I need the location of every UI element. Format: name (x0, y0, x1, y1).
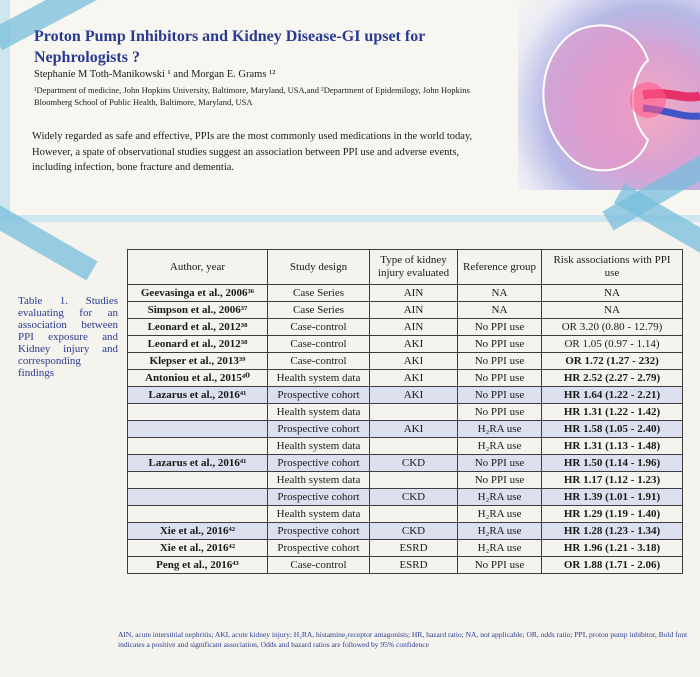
author-cell: Peng et al., 2016⁴³ (128, 557, 268, 574)
injury-cell (370, 472, 458, 489)
results-table (127, 249, 683, 574)
risk-cell: HR 1.64 (1.22 - 2.21) (542, 387, 683, 404)
table-row (128, 421, 683, 438)
header-cell: Risk associations with PPI use (542, 250, 683, 285)
header-cell: Author, year (128, 250, 268, 285)
table-row (128, 557, 683, 574)
risk-cell: OR 1.72 (1.27 - 232) (542, 353, 683, 370)
reference-cell: H₂RA use (458, 523, 542, 540)
design-cell: Prospective cohort (268, 455, 370, 472)
risk-cell: HR 1.39 (1.01 - 1.91) (542, 489, 683, 506)
risk-cell: OR 1.05 (0.97 - 1.14) (542, 336, 683, 353)
design-cell: Case-control (268, 319, 370, 336)
table-row (128, 370, 683, 387)
header-cell: Type of kidney injury evaluated (370, 250, 458, 285)
risk-cell: HR 1.31 (1.13 - 1.48) (542, 438, 683, 455)
reference-cell: No PPI use (458, 404, 542, 421)
injury-cell: CKD (370, 455, 458, 472)
design-cell: Case Series (268, 285, 370, 302)
injury-cell: ESRD (370, 540, 458, 557)
risk-cell: HR 1.17 (1.12 - 1.23) (542, 472, 683, 489)
design-cell: Prospective cohort (268, 523, 370, 540)
author-cell (128, 438, 268, 455)
reference-cell: NA (458, 285, 542, 302)
design-cell: Health system data (268, 404, 370, 421)
risk-cell: HR 2.52 (2.27 - 2.79) (542, 370, 683, 387)
design-cell: Prospective cohort (268, 421, 370, 438)
reference-cell: H₂RA use (458, 438, 542, 455)
injury-cell (370, 506, 458, 523)
design-cell: Prospective cohort (268, 489, 370, 506)
author-cell (128, 489, 268, 506)
design-cell: Prospective cohort (268, 387, 370, 404)
author-cell: Lazarus et al., 2016⁴¹ (128, 455, 268, 472)
risk-cell: HR 1.58 (1.05 - 2.40) (542, 421, 683, 438)
reference-cell: No PPI use (458, 319, 542, 336)
author-cell (128, 472, 268, 489)
reference-cell: No PPI use (458, 472, 542, 489)
reference-cell: H₂RA use (458, 489, 542, 506)
design-cell: Prospective cohort (268, 540, 370, 557)
table-row (128, 489, 683, 506)
reference-cell: No PPI use (458, 387, 542, 404)
table-row (128, 319, 683, 336)
design-cell: Case Series (268, 302, 370, 319)
author-cell: Geevasinga et al., 2006³⁶ (128, 285, 268, 302)
risk-cell: NA (542, 285, 683, 302)
author-cell: Simpson et al., 2006³⁷ (128, 302, 268, 319)
header-cell: Reference group (458, 250, 542, 285)
design-cell: Health system data (268, 472, 370, 489)
table-footnote: AIN, acute interstitial nephritis; AKI, acute kidney injury; H₂RA, histamine₂receptor antagonists; HR, hazard ratio; NA, not applicable; OR, odds ratio; PPI, proton pump inhibitor, Bold font indicates a positive and significant association, Odds and hazard ratios are followed by 95% confidence (118, 630, 688, 649)
design-cell: Health system data (268, 370, 370, 387)
risk-cell: OR 1.88 (1.71 - 2.06) (542, 557, 683, 574)
table-body (128, 285, 683, 574)
injury-cell: AIN (370, 302, 458, 319)
injury-cell: AKI (370, 387, 458, 404)
reference-cell: H₂RA use (458, 540, 542, 557)
injury-cell: AKI (370, 370, 458, 387)
article-abstract: Widely regarded as safe and effective, PPIs are the most commonly used medications in the world today, However, a spate of observational studies suggest an association between PPI use and adverse events, including infection, bone fracture and dementia. (32, 131, 473, 173)
table-row (128, 404, 683, 421)
table-row (128, 523, 683, 540)
table-row (128, 438, 683, 455)
injury-cell: AIN (370, 285, 458, 302)
author-cell: Lazarus et al., 2016⁴¹ (128, 387, 268, 404)
article-authors: Stephanie M Toth-Manikowski ¹ and Morgan E. Grams ¹² (34, 69, 276, 80)
injury-cell (370, 404, 458, 421)
injury-cell: AIN (370, 319, 458, 336)
header-cell: Study design (268, 250, 370, 285)
author-cell: Klepser et al., 2013³⁹ (128, 353, 268, 370)
design-cell: Case-control (268, 336, 370, 353)
injury-cell: CKD (370, 489, 458, 506)
reference-cell: No PPI use (458, 557, 542, 574)
table-row (128, 336, 683, 353)
reference-cell: NA (458, 302, 542, 319)
risk-cell: HR 1.96 (1.21 - 3.18) (542, 540, 683, 557)
table-row (128, 302, 683, 319)
injury-cell (370, 438, 458, 455)
injury-cell: AKI (370, 353, 458, 370)
design-cell: Case-control (268, 557, 370, 574)
author-cell: Xie et al., 2016⁴² (128, 523, 268, 540)
article-affiliations: ¹Department of medicine, John Hopkins University, Baltimore, Maryland, USA,and ²Department of Epidemilogy, John Hopkins Bloomberg School of Public Health, Baltimore, Maryland, USA (34, 85, 470, 107)
reference-cell: No PPI use (458, 353, 542, 370)
table-row (128, 285, 683, 302)
author-cell: Antoniou et al., 2015⁴⁰ (128, 370, 268, 387)
author-cell (128, 506, 268, 523)
injury-cell: CKD (370, 523, 458, 540)
table-row (128, 387, 683, 404)
risk-cell: HR 1.50 (1.14 - 1.96) (542, 455, 683, 472)
risk-cell: HR 1.28 (1.23 - 1.34) (542, 523, 683, 540)
reference-cell: H₂RA use (458, 506, 542, 523)
article-title: Proton Pump Inhibitors and Kidney Disease-GI upset for Nephrologists ? (34, 28, 426, 66)
reference-cell: No PPI use (458, 336, 542, 353)
table-caption: Table 1. Studies evaluating for an association between PPI exposure and Kidney injury and corresponding findings (18, 295, 118, 379)
kidney-illustration (518, 0, 700, 190)
table-row (128, 472, 683, 489)
author-cell (128, 404, 268, 421)
table-header-row (128, 250, 683, 285)
injury-cell: AKI (370, 336, 458, 353)
reference-cell: No PPI use (458, 455, 542, 472)
design-cell: Case-control (268, 353, 370, 370)
table-row (128, 540, 683, 557)
injury-cell: ESRD (370, 557, 458, 574)
design-cell: Health system data (268, 506, 370, 523)
risk-cell: NA (542, 302, 683, 319)
design-cell: Health system data (268, 438, 370, 455)
reference-cell: No PPI use (458, 370, 542, 387)
table-row (128, 455, 683, 472)
table-row (128, 353, 683, 370)
reference-cell: H₂RA use (458, 421, 542, 438)
injury-cell: AKI (370, 421, 458, 438)
table-row (128, 506, 683, 523)
risk-cell: HR 1.31 (1.22 - 1.42) (542, 404, 683, 421)
risk-cell: HR 1.29 (1.19 - 1.40) (542, 506, 683, 523)
author-cell: Xie et al., 2016⁴² (128, 540, 268, 557)
author-cell: Leonard et al., 2012³⁸ (128, 336, 268, 353)
risk-cell: OR 3.20 (0.80 - 12.79) (542, 319, 683, 336)
author-cell: Leonard et al., 2012³⁸ (128, 319, 268, 336)
author-cell (128, 421, 268, 438)
